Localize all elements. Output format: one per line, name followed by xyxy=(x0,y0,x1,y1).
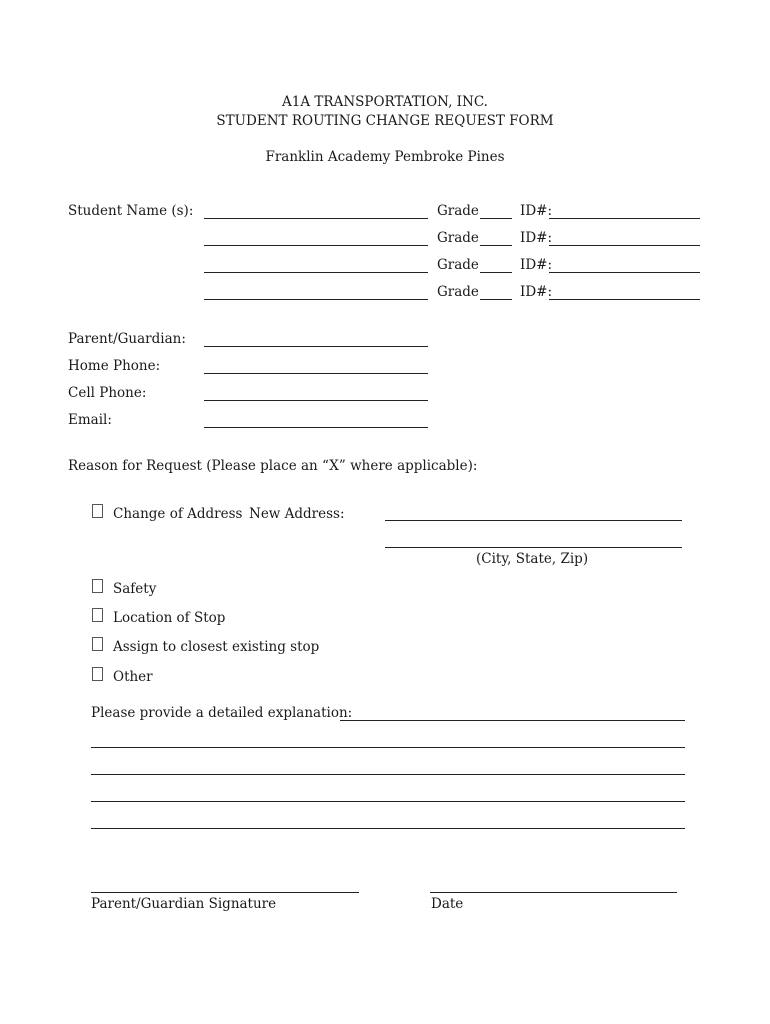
grade-field[interactable] xyxy=(480,218,512,219)
new-address-label: New Address: xyxy=(249,506,345,522)
city-state-zip-label: (City, State, Zip) xyxy=(476,551,589,567)
grade-label: Grade xyxy=(437,257,479,273)
id-label: ID#: xyxy=(520,284,553,300)
cell-phone-field[interactable] xyxy=(204,400,428,401)
grade-label: Grade xyxy=(437,230,479,246)
parent-guardian-label: Parent/Guardian: xyxy=(68,331,186,347)
id-field[interactable] xyxy=(549,272,700,273)
safety-label: Safety xyxy=(113,581,157,597)
student-name-field[interactable] xyxy=(204,299,428,300)
location-of-stop-label: Location of Stop xyxy=(113,610,226,626)
safety-checkbox[interactable] xyxy=(92,579,103,593)
student-name-label: Student Name (s): xyxy=(68,203,194,219)
other-label: Other xyxy=(113,669,153,685)
id-label: ID#: xyxy=(520,257,553,273)
grade-label: Grade xyxy=(437,203,479,219)
explanation-line[interactable] xyxy=(340,720,685,721)
reason-heading: Reason for Request (Please place an “X” where applicable): xyxy=(68,458,478,474)
new-address-field[interactable] xyxy=(385,520,682,521)
id-field[interactable] xyxy=(549,245,700,246)
home-phone-field[interactable] xyxy=(204,373,428,374)
change-of-address-label: Change of Address xyxy=(113,506,243,522)
student-name-field[interactable] xyxy=(204,245,428,246)
form-title: STUDENT ROUTING CHANGE REQUEST FORM xyxy=(216,113,554,129)
company-name: A1A TRANSPORTATION, INC. xyxy=(282,94,488,110)
email-field[interactable] xyxy=(204,427,428,428)
id-label: ID#: xyxy=(520,230,553,246)
assign-closest-stop-label: Assign to closest existing stop xyxy=(113,639,320,655)
id-field[interactable] xyxy=(549,299,700,300)
grade-field[interactable] xyxy=(480,299,512,300)
assign-closest-stop-checkbox[interactable] xyxy=(92,637,103,651)
other-checkbox[interactable] xyxy=(92,667,103,681)
explanation-line[interactable] xyxy=(91,801,685,802)
school-name: Franklin Academy Pembroke Pines xyxy=(265,149,505,165)
explanation-line[interactable] xyxy=(91,774,685,775)
parent-signature-label: Parent/Guardian Signature xyxy=(91,896,277,912)
grade-field[interactable] xyxy=(480,272,512,273)
grade-label: Grade xyxy=(437,284,479,300)
parent-signature-field[interactable] xyxy=(91,892,359,893)
student-name-field[interactable] xyxy=(204,218,428,219)
email-label: Email: xyxy=(68,412,112,428)
home-phone-label: Home Phone: xyxy=(68,358,161,374)
change-of-address-checkbox[interactable] xyxy=(92,504,103,518)
explanation-line[interactable] xyxy=(91,828,685,829)
new-address-city-field[interactable] xyxy=(385,547,682,548)
location-of-stop-checkbox[interactable] xyxy=(92,608,103,622)
date-field[interactable] xyxy=(430,892,677,893)
id-label: ID#: xyxy=(520,203,553,219)
date-label: Date xyxy=(431,896,464,912)
student-name-field[interactable] xyxy=(204,272,428,273)
cell-phone-label: Cell Phone: xyxy=(68,385,147,401)
id-field[interactable] xyxy=(549,218,700,219)
parent-guardian-field[interactable] xyxy=(204,346,428,347)
explanation-label: Please provide a detailed explanation: xyxy=(91,705,353,721)
grade-field[interactable] xyxy=(480,245,512,246)
explanation-line[interactable] xyxy=(91,747,685,748)
